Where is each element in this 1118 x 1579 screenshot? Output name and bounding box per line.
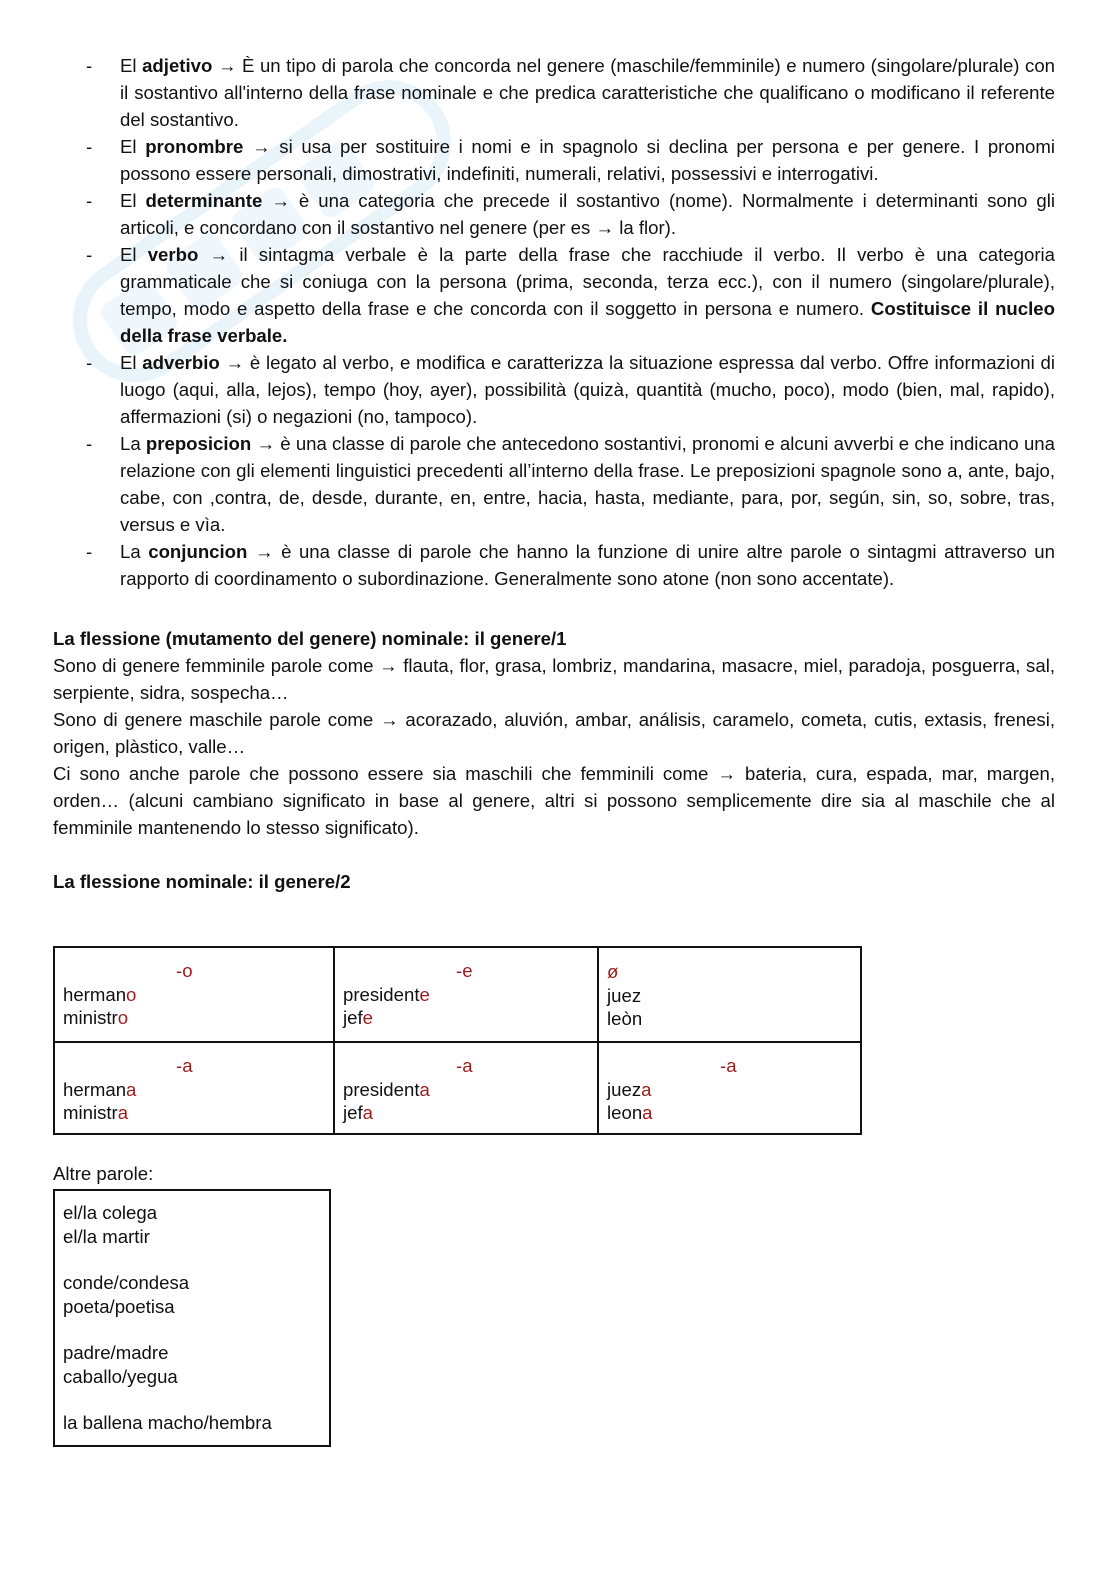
section-title: La flessione (mutamento del genere) nominale: il genere/1 (53, 628, 567, 649)
table-cell: -o hermano ministro (54, 947, 334, 1042)
list-item: la ballena macho/hembra (63, 1412, 272, 1433)
word-group (63, 1271, 321, 1319)
table-row (54, 947, 861, 1042)
parts-of-speech-list (53, 52, 1055, 592)
paragraph-both: Ci sono anche parole che possono essere sia maschili che femminili come → bateria, cura, espada, mar, margen, orden… (alcuni cambiano significato in base al genere, altri si possono semplicemente dire sia al maschile che al femminile mantenendo lo stesso significato). (53, 763, 1055, 838)
list-item: el/la martir (63, 1226, 150, 1247)
table-cell: -a presidenta jefa (334, 1042, 598, 1134)
list-item: - La preposicion → è una classe di parole che antecedono sostantivi, pronomi e alcuni avverbi e che indicano una relazione con gli elementi linguistici precedenti all’interno della frase. Le preposizioni spagnole sono a, ante, bajo, cabe, con ,contra, de, desde, durante, en, entre, hacia, hasta, mediante, para, por, según, sin, so, sobre, tras, versus e vìa. (86, 433, 1055, 535)
list-item: - El adjetivo → È un tipo di parola che concorda nel genere (maschile/femminile) e numero (singolare/plurale) con il sostantivo all'interno della frase nominale e che predica caratteristiche che qualificano o modificano il referente del sostantivo. (86, 55, 1055, 130)
list-item: - El verbo → il sintagma verbale è la parte della frase che racchiude il verbo. Il verbo è una categoria grammaticale che si coniuga con la persona (prima, seconda, terza ecc.), con il numero (singolare/plurale), tempo, modo e aspetto della frase e che concorda con il soggetto in persona e numero. Costituisce il nucleo della frase verbale. (86, 244, 1055, 346)
table-cell: ø juez leòn (598, 947, 861, 1042)
document-body (53, 52, 1055, 895)
table-cell: -e presidente jefe (334, 947, 598, 1042)
table-cell: -a jueza leona (598, 1042, 861, 1134)
table-cell: -a hermana ministra (54, 1042, 334, 1134)
section-gender-1 (53, 625, 1055, 841)
table-row (54, 1042, 861, 1134)
gender-suffix-table (53, 946, 862, 1135)
list-item: el/la colega (63, 1202, 158, 1223)
list-item: - El adverbio → è legato al verbo, e modifica e caratterizza la situazione espressa dal verbo. Offre informazioni di luogo (aqui, alla, lejos), tempo (hoy, ayer), possibilità (quizà, quantità (mucho, poco), modo (bien, mal, rapido), affermazioni (si) o negazioni (no, tampoco). (86, 352, 1055, 427)
other-words-label: Altre parole: (53, 1163, 154, 1184)
word-group (63, 1201, 321, 1249)
other-words-box (53, 1189, 331, 1447)
word-group (63, 1411, 321, 1435)
list-item: - La conjuncion → è una classe di parole che hanno la funzione di unire altre parole o sintagmi attraverso un rapporto di coordinamento o subordinazione. Generalmente sono atone (non sono accentate). (86, 541, 1055, 589)
list-item: - El determinante → è una categoria che precede il sostantivo (nome). Normalmente i determinanti sono gli articoli, e concordano con il sostantivo nel genere (per es → la flor). (86, 190, 1055, 238)
list-item: poeta/poetisa (63, 1296, 175, 1317)
word-group (63, 1341, 321, 1389)
section-gender-2 (53, 868, 1055, 895)
list-item: caballo/yegua (63, 1366, 178, 1387)
list-item: - El pronombre → si usa per sostituire i nomi e in spagnolo si declina per persona e per genere. I pronomi possono essere personali, dimostrativi, indefiniti, numerali, relativi, possessivi e interrogativi. (86, 136, 1055, 184)
list-item: padre/madre (63, 1342, 169, 1363)
paragraph-masculine: Sono di genere maschile parole come → acorazado, aluvión, ambar, análisis, caramelo, cometa, cutis, extasis, frenesi, origen, plàstico, valle… (53, 709, 1055, 757)
section-title: La flessione nominale: il genere/2 (53, 871, 351, 892)
list-item: conde/condesa (63, 1272, 190, 1293)
paragraph-feminine: Sono di genere femminile parole come → flauta, flor, grasa, lombriz, mandarina, masacre, miel, paradoja, posguerra, sal, serpiente, sidra, sospecha… (53, 655, 1055, 703)
